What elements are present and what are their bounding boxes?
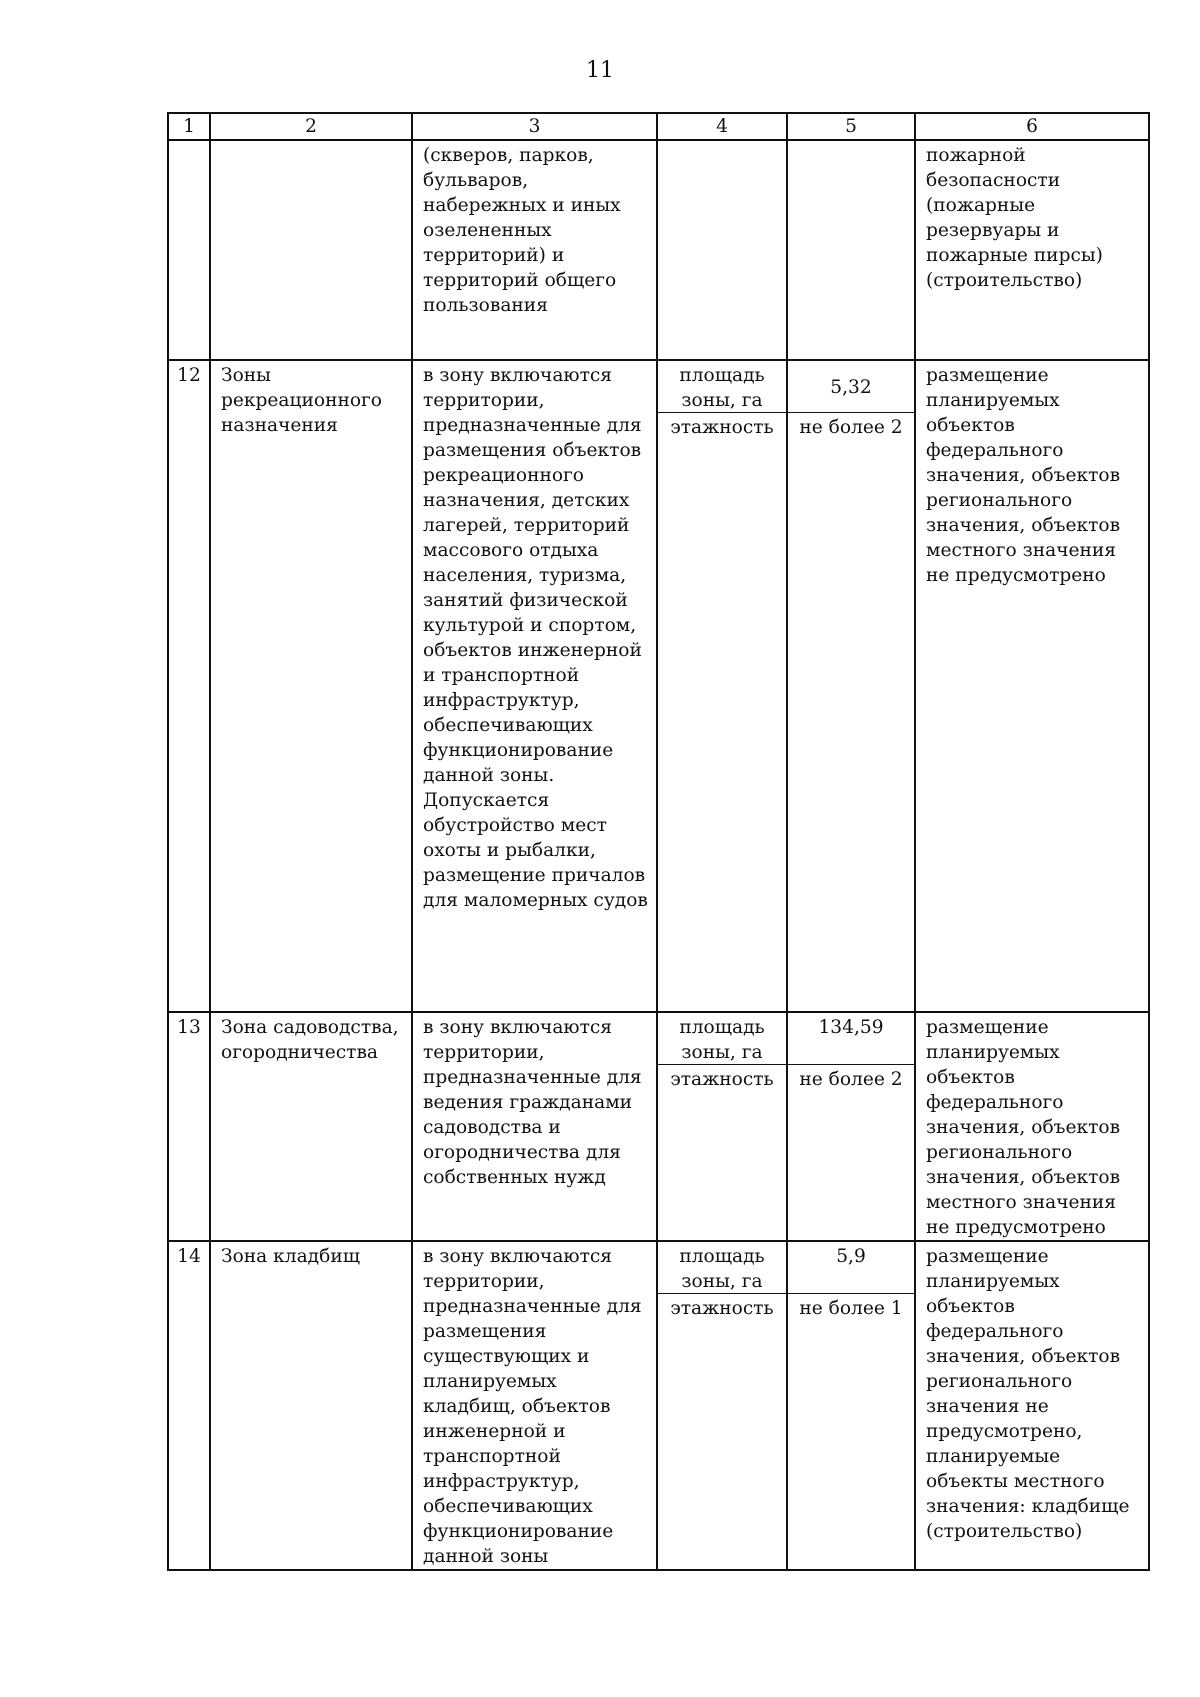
param-area-label: площадь зоны, га xyxy=(658,361,786,413)
header-cell: 4 xyxy=(657,113,787,140)
page-number: 11 xyxy=(586,58,614,83)
table-row xyxy=(168,1241,1149,1570)
header-cell: 3 xyxy=(412,113,657,140)
area-value: 134,59 xyxy=(788,1013,914,1065)
floors-value: не более 2 xyxy=(799,1069,903,1090)
area-value: 5,9 xyxy=(788,1242,914,1294)
zone-name: Зона кладбищ xyxy=(221,1246,361,1267)
floors-value: не более 2 xyxy=(799,417,903,438)
header-cell: 5 xyxy=(787,113,915,140)
planned-objects: размещение планируемых объектов федерального значения, объектов регионального значения, объектов местного значения не предусмотрено xyxy=(926,1017,1121,1238)
table-row xyxy=(168,1012,1149,1241)
planned-objects: размещение планируемых объектов федерального значения, объектов регионального значения, объектов местного значения не предусмотрено xyxy=(926,365,1121,586)
header-cell: 1 xyxy=(168,113,210,140)
zone-description: в зону включаются территории, предназначенные для ведения гражданами садоводства и огородничества для собственных нужд xyxy=(423,1017,642,1188)
zone-name: Зона садоводства, огородничества xyxy=(221,1017,399,1063)
planned-objects: размещение планируемых объектов федерального значения, объектов регионального значения не предусмотрено, планируемые объекты местного значения: кладбище (строительство) xyxy=(926,1246,1130,1542)
param-area-label: площадь зоны, га xyxy=(658,1013,786,1065)
param-floors-label: этажность xyxy=(670,1069,774,1090)
table-row xyxy=(168,360,1149,1012)
planned-objects: пожарной безопасности (пожарные резервуары и пожарные пирсы) (строительство) xyxy=(926,145,1103,291)
header-row xyxy=(168,113,1149,140)
header-cell: 6 xyxy=(915,113,1149,140)
header-cell: 2 xyxy=(210,113,412,140)
param-area-label: площадь зоны, га xyxy=(658,1242,786,1294)
area-value: 5,32 xyxy=(788,361,914,413)
zone-description: в зону включаются территории, предназначенные для размещения существующих и планируемых кладбищ, объектов инженерной и транспортной инфраструктур, обеспечивающих функционирование данной зоны xyxy=(423,1246,642,1567)
zone-description: в зону включаются территории, предназначенные для размещения объектов рекреационного назначения, детских лагерей, территорий массового отдыха населения, туризма, занятий физической культурой и спортом, объектов инженерной и транспортной инфраструктур, обеспечивающих функционирование данной зоны. Допускается обустройство мест охоты и рыбалки, размещение причалов для маломерных судов xyxy=(423,365,648,911)
zone-description: (скверов, парков, бульваров, набережных и иных озелененных территорий) и территорий общего пользования xyxy=(423,145,621,316)
floors-value: не более 1 xyxy=(799,1298,903,1319)
row-number: 12 xyxy=(177,365,201,386)
table-row-continuation xyxy=(168,140,1149,360)
zones-table xyxy=(167,112,1150,1571)
row-number: 13 xyxy=(177,1017,201,1038)
row-number: 14 xyxy=(177,1246,201,1267)
zone-name: Зоны рекреационного назначения xyxy=(221,365,382,436)
param-floors-label: этажность xyxy=(670,1298,774,1319)
param-floors-label: этажность xyxy=(670,417,774,438)
